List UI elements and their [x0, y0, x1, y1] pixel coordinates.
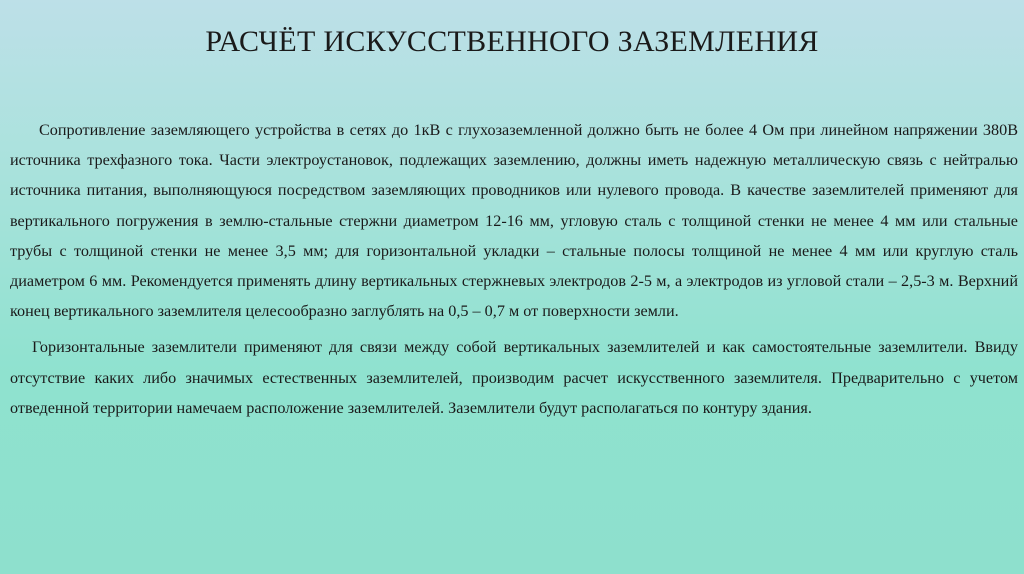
slide-title: РАСЧЁТ ИСКУССТВЕННОГО ЗАЗЕМЛЕНИЯ: [205, 25, 819, 58]
slide-body: [10, 115, 1018, 423]
paragraph-horizontal-grounding: Горизонтальные заземлители применяют для связи между собой вертикальных заземлителей и как самостоятельные заземлители. Ввиду отсутствие каких либо значимых естественных заземлителей, производим расчет искусственного заземлителя. Предварительно с учетом отведенной территории намечаем расположение заземлителей. Заземлители будут располагаться по контуру здания.: [10, 338, 1018, 417]
paragraph-grounding-requirements: Сопротивление заземляющего устройства в сетях до 1кВ с глухозаземленной должно быть не более 4 Ом при линейном напряжении 380В источника трехфазного тока. Части электроустановок, подлежащих заземлению, должны иметь надежную металлическую связь с нейтралью источника питания, выполняющуюся посредством заземляющих проводников или нулевого провода. В качестве заземлителей применяют для вертикального погружения в землю-стальные стержни диаметром 12-16 мм, угловую сталь с толщиной стенки не менее 4 мм или стальные трубы с толщиной стенки не менее 3,5 мм; для горизонтальной укладки – стальные полосы толщиной не менее 4 мм или круглую сталь диаметром 6 мм. Рекомендуется применять длину вертикальных стержневых электродов 2-5 м, а электродов из угловой стали – 2,5-3 м. Верхний конец вертикального заземлителя целесообразно заглублять на 0,5 – 0,7 м от поверхности земли.: [10, 121, 1018, 321]
